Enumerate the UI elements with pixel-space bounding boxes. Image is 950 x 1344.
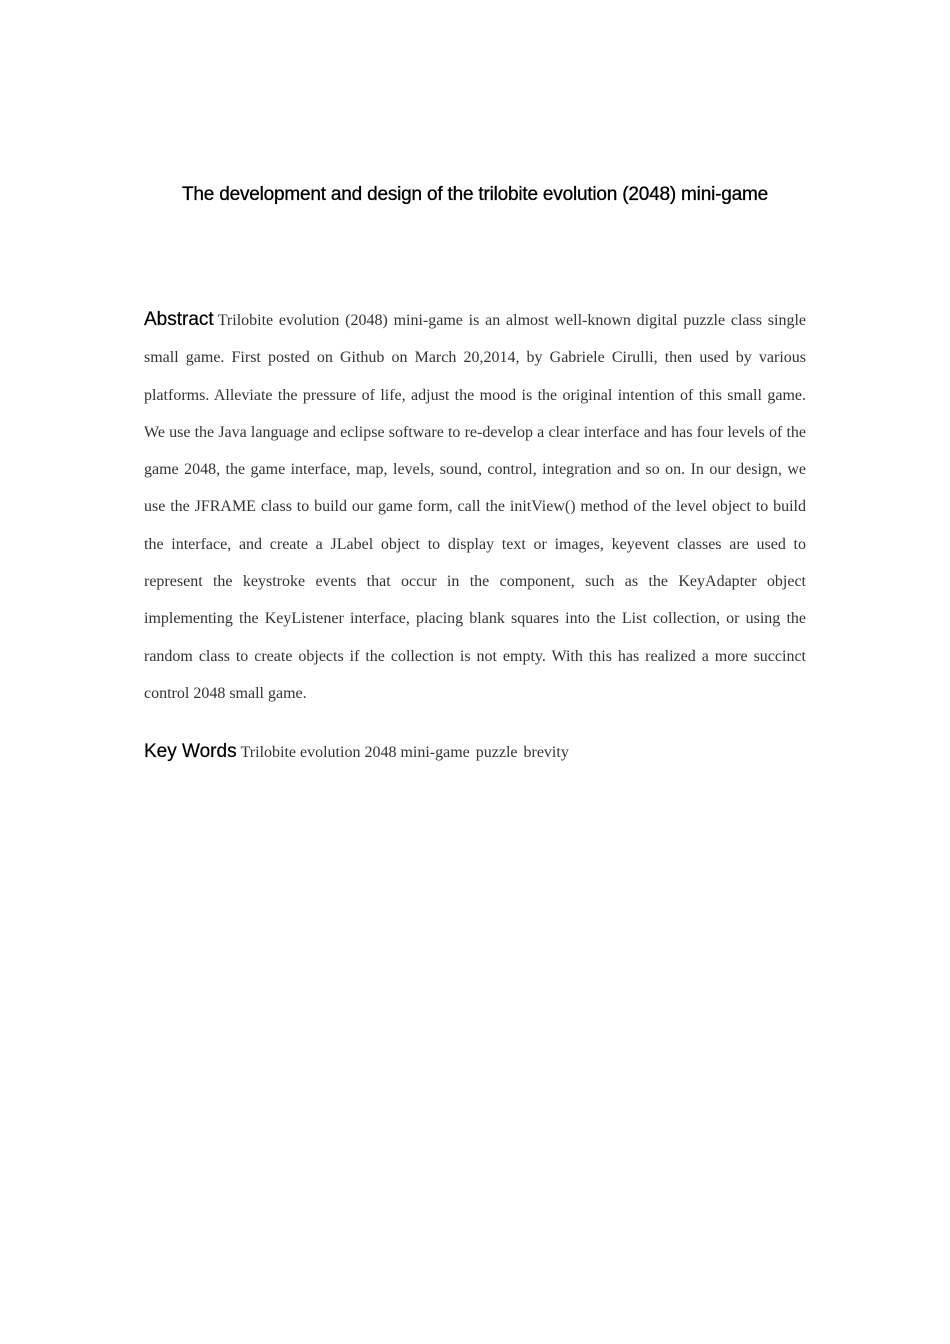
- keywords-label: Key Words: [144, 741, 237, 762]
- keyword-item: brevity: [523, 744, 569, 761]
- abstract-label: Abstract: [144, 309, 214, 330]
- abstract-section: [144, 301, 806, 712]
- keyword-item: Trilobite evolution 2048 mini-game: [240, 744, 470, 761]
- keyword-item: puzzle: [475, 744, 518, 761]
- abstract-text: Trilobite evolution (2048) mini-game is an almost well-known digital puzzle class single small game. First posted on Github on March 20,2014, by Gabriele Cirulli, then used by various platforms. Alleviate the pressure of life, adjust the mood is the original intention of this small game. We use the Java language and eclipse software to re-develop a clear interface and has four levels of the game 2048, the game interface, map, levels, sound, control, integration and so on. In our design, we use the JFRAME class to build our game form, call the initView() method of the level object to build the interface, and create a JLabel object to display text or images, keyevent classes are used to represent the keystroke events that occur in the component, such as the KeyAdapter object implementing the KeyListener interface, placing blank squares into the List collection, or using the random class to create objects if the collection is not empty. With this has realized a more succinct control 2048 small game.: [144, 312, 806, 702]
- keywords-section: [144, 735, 806, 770]
- paper-title: The development and design of the trilobite evolution (2048) mini-game: [182, 184, 768, 205]
